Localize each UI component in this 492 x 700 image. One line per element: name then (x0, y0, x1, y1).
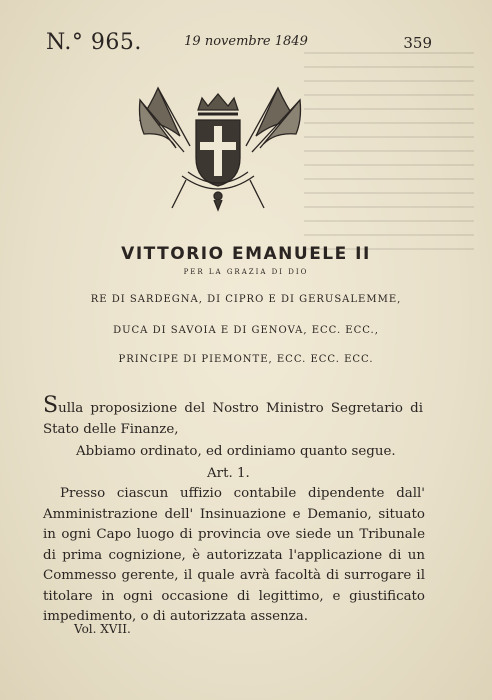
decree-number: N.° 965. (46, 30, 142, 55)
volume-label: Vol. XVII. (74, 622, 131, 636)
enacting-clause: Abbiamo ordinato, ed ordiniamo quanto segue. (76, 444, 396, 459)
bleed-through-text (304, 40, 474, 270)
initial-letter: S (43, 393, 59, 418)
title-line-1: RE DI SARDEGNA, DI CIPRO E DI GERUSALEMME, (90, 294, 402, 305)
preamble-paragraph (43, 393, 423, 440)
article-text: Presso ciascun uffizio contabile dipendente dall' Amministrazione dell' Insinuazione e Demanio, situato in ogni Capo luogo di provincia ove siede un Tribunale di prima cognizione, è autorizzata l'applicazione di un Commesso gerente, il quale avrà facoltà di surrogare il titolare in ogni occasione di legittimo, e giustificato impedimento, o di autorizzata assenza. (43, 486, 425, 624)
page-number: 359 (403, 34, 432, 52)
grace-line: PER LA GRAZIA DI DIO (183, 268, 309, 276)
title-line-2: DUCA DI SAVOIA E DI GENOVA, ECC. ECC., (113, 325, 379, 336)
king-name: VITTORIO EMANUELE II (121, 244, 371, 264)
royal-coat-of-arms-icon (128, 76, 308, 216)
title-line-3: PRINCIPE DI PIEMONTE, ECC. ECC. ECC. (118, 354, 374, 365)
preamble-text: ulla proposizione del Nostro Ministro Segretario di Stato delle Finanze, (43, 401, 423, 437)
article-heading: Art. 1. (207, 466, 250, 481)
decree-date: 19 novembre 1849 (184, 34, 308, 49)
